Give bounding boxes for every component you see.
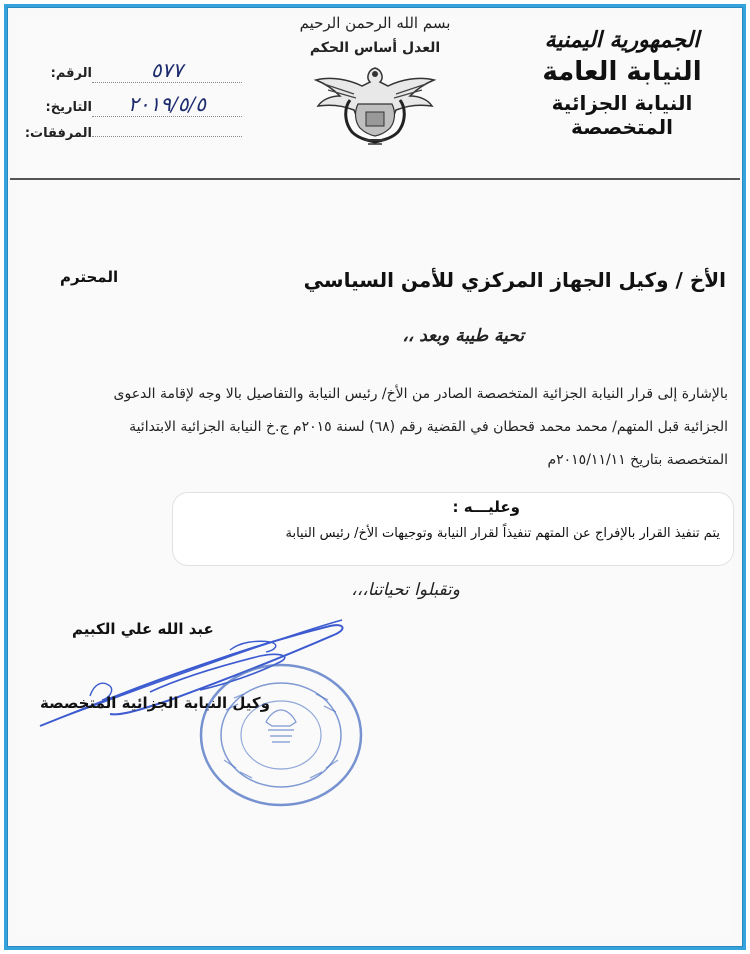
decision-heading: وعليـــه : — [452, 498, 520, 516]
attachments-row — [24, 126, 250, 160]
basmala: بسم الله الرحمن الرحيم — [299, 14, 451, 32]
respect-title: المحترم — [60, 268, 119, 286]
authority-name: النيابة العامة — [542, 57, 702, 87]
signatory-name: عبد الله علي الكبيم — [72, 620, 214, 638]
number-value: ٥٧٧ — [92, 58, 242, 83]
official-stamp-icon — [196, 660, 366, 810]
reference-block — [24, 58, 250, 160]
eagle-emblem-icon — [310, 60, 440, 148]
date-row — [30, 92, 250, 126]
date-value: ٢٠١٩/٥/٥ — [92, 92, 242, 117]
number-label: الرقم: — [50, 66, 92, 81]
body-line: المتخصصة بتاريخ ٢٠١٥/١١/١١م — [547, 452, 728, 468]
signatory-title: وكيل النيابة الجزائية المتخصصة — [40, 694, 270, 712]
number-row — [30, 58, 250, 92]
department-name: النيابة الجزائية المتخصصة — [551, 91, 693, 139]
closing: وتقبلوا تحياتنا،،، — [351, 580, 460, 600]
attachments-value — [92, 136, 242, 137]
date-label: التاريخ: — [45, 100, 92, 115]
letterhead-right — [512, 28, 732, 139]
greeting: تحية طيبة وبعد ،، — [402, 326, 524, 346]
attachments-label: المرفقات: — [24, 126, 92, 141]
decision-text: يتم تنفيذ القرار بالإفراج عن المتهم تنفيذاً لقرار النيابة وتوجيهات الأخ/ رئيس النيابة — [285, 526, 720, 541]
motto: العدل أساس الحكم — [309, 40, 441, 56]
addressee: الأخ / وكيل الجهاز المركزي للأمن السياسي — [303, 268, 726, 292]
body-line: بالإشارة إلى قرار النيابة الجزائية المتخصصة الصادر من الأخ/ رئيس النيابة والتفاصيل بالا وجه لإقامة الدعوى — [113, 386, 728, 402]
letter-body — [26, 378, 728, 477]
body-line: الجزائية قبل المتهم/ محمد محمد قحطان في القضية رقم (٦٨) لسنة ٢٠١٥م ج.خ النيابة الجزائية الابتدائية — [129, 419, 728, 435]
letterhead-center — [290, 14, 460, 148]
header-divider — [10, 178, 740, 180]
country-name: الجمهورية اليمنية — [544, 28, 700, 53]
